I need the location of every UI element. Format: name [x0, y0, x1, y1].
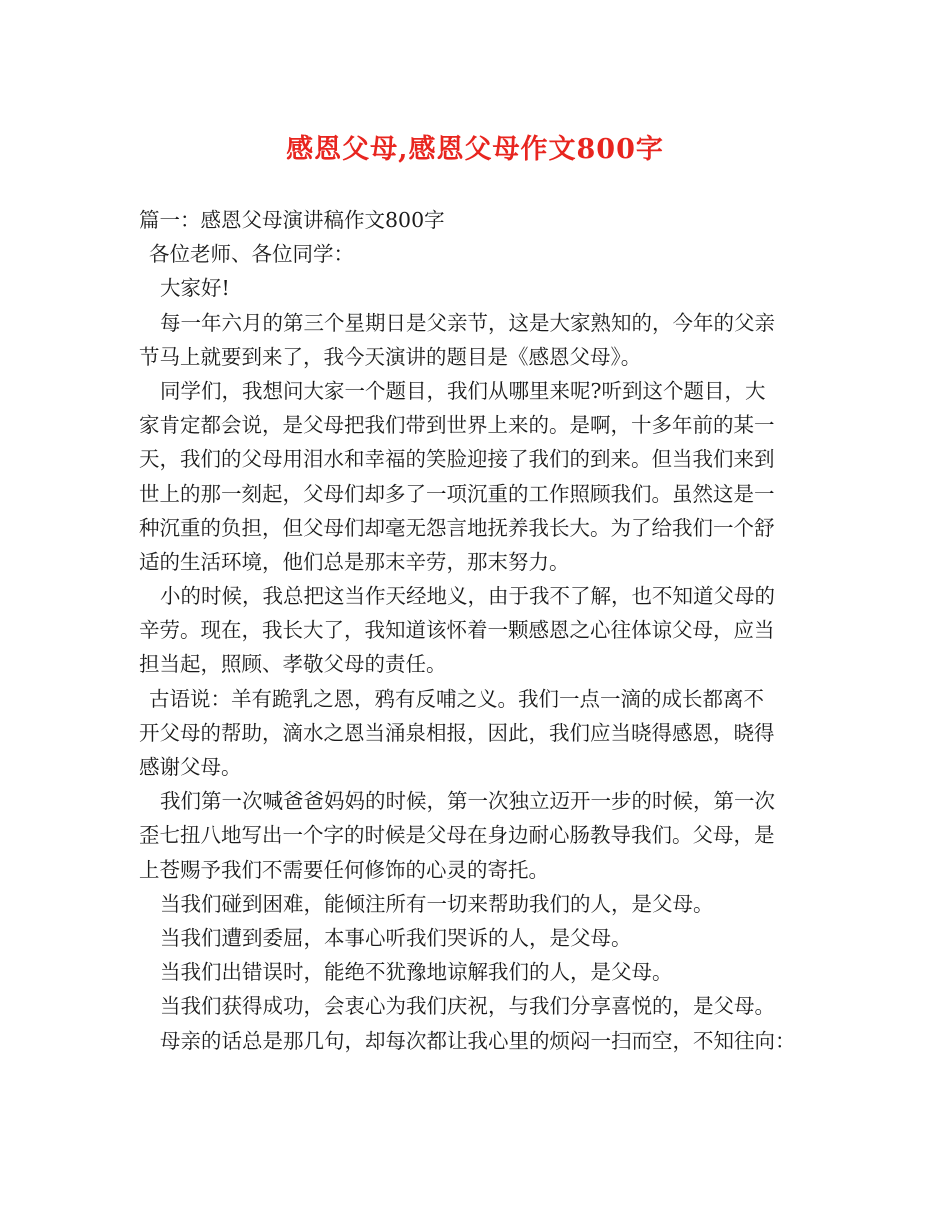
salutation-line: 各位老师、各位同学： [149, 242, 354, 267]
paragraph-line: 当我们出错误时，能绝不犹豫地谅解我们的人，是父母。 [160, 960, 673, 985]
document-body [139, 203, 819, 1058]
paragraph-line: 感谢父母。 [139, 755, 242, 779]
section-heading: 篇一：感恩父母演讲稿作文800字 [139, 208, 445, 232]
paragraph-line: 当我们碰到困难，能倾注所有一切来帮助我们的人，是父母。 [160, 891, 714, 916]
paragraph-line: 古语说：羊有跪乳之恩，鸦有反哺之义。我们一点一滴的成长都离不 [149, 686, 764, 711]
paragraph-line: 天，我们的父母用泪水和幸福的笑脸迎接了我们的到来。但当我们来到 [139, 447, 775, 472]
paragraph-line: 担当起，照顾、孝敬父母的责任。 [139, 652, 447, 677]
paragraph-line: 辛劳。现在，我长大了，我知道该怀着一颗感恩之心往体谅父母，应当 [139, 618, 775, 643]
greeting-line: 大家好! [160, 276, 230, 301]
paragraph-line: 当我们遭到委屈，本事心听我们哭诉的人，是父母。 [160, 925, 632, 950]
paragraph-line: 我们第一次喊爸爸妈妈的时候，第一次独立迈开一步的时候，第一次 [160, 789, 775, 814]
paragraph-line: 开父母的帮助，滴水之恩当涌泉相报，因此，我们应当晓得感恩，晓得 [139, 720, 775, 745]
paragraph-line: 同学们，我想问大家一个题目，我们从哪里来呢?听到这个题目，大 [160, 378, 766, 403]
paragraph-line: 上苍赐予我们不需要任何修饰的心灵的寄托。 [139, 857, 549, 882]
paragraph-line: 种沉重的负担，但父母们却毫无怨言地抚养我长大。为了给我们一个舒 [139, 515, 775, 540]
document-title: 感恩父母,感恩父母作文800字 [286, 134, 664, 165]
paragraph-line: 节马上就要到来了，我今天演讲的题目是《感恩父母》。 [139, 344, 642, 369]
paragraph-line: 当我们获得成功，会衷心为我们庆祝，与我们分享喜悦的，是父母。 [160, 994, 775, 1019]
paragraph-line: 母亲的话总是那几句，却每次都让我心里的烦闷一扫而空，不知往向： [160, 1028, 796, 1053]
paragraph-line: 世上的那一刻起，父母们却多了一项沉重的工作照顾我们。虽然这是一 [139, 481, 775, 506]
paragraph-line: 小的时候，我总把这当作天经地义，由于我不了解，也不知道父母的 [160, 584, 775, 609]
paragraph-line: 适的生活环境，他们总是那末辛劳，那末努力。 [139, 549, 570, 574]
paragraph-line: 每一年六月的第三个星期日是父亲节，这是大家熟知的，今年的父亲 [160, 310, 775, 335]
paragraph-line: 家肯定都会说，是父母把我们带到世界上来的。是啊，十多年前的某一 [139, 413, 775, 438]
paragraph-line: 歪七扭八地写出一个字的时候是父母在身边耐心肠教导我们。父母，是 [139, 823, 775, 848]
